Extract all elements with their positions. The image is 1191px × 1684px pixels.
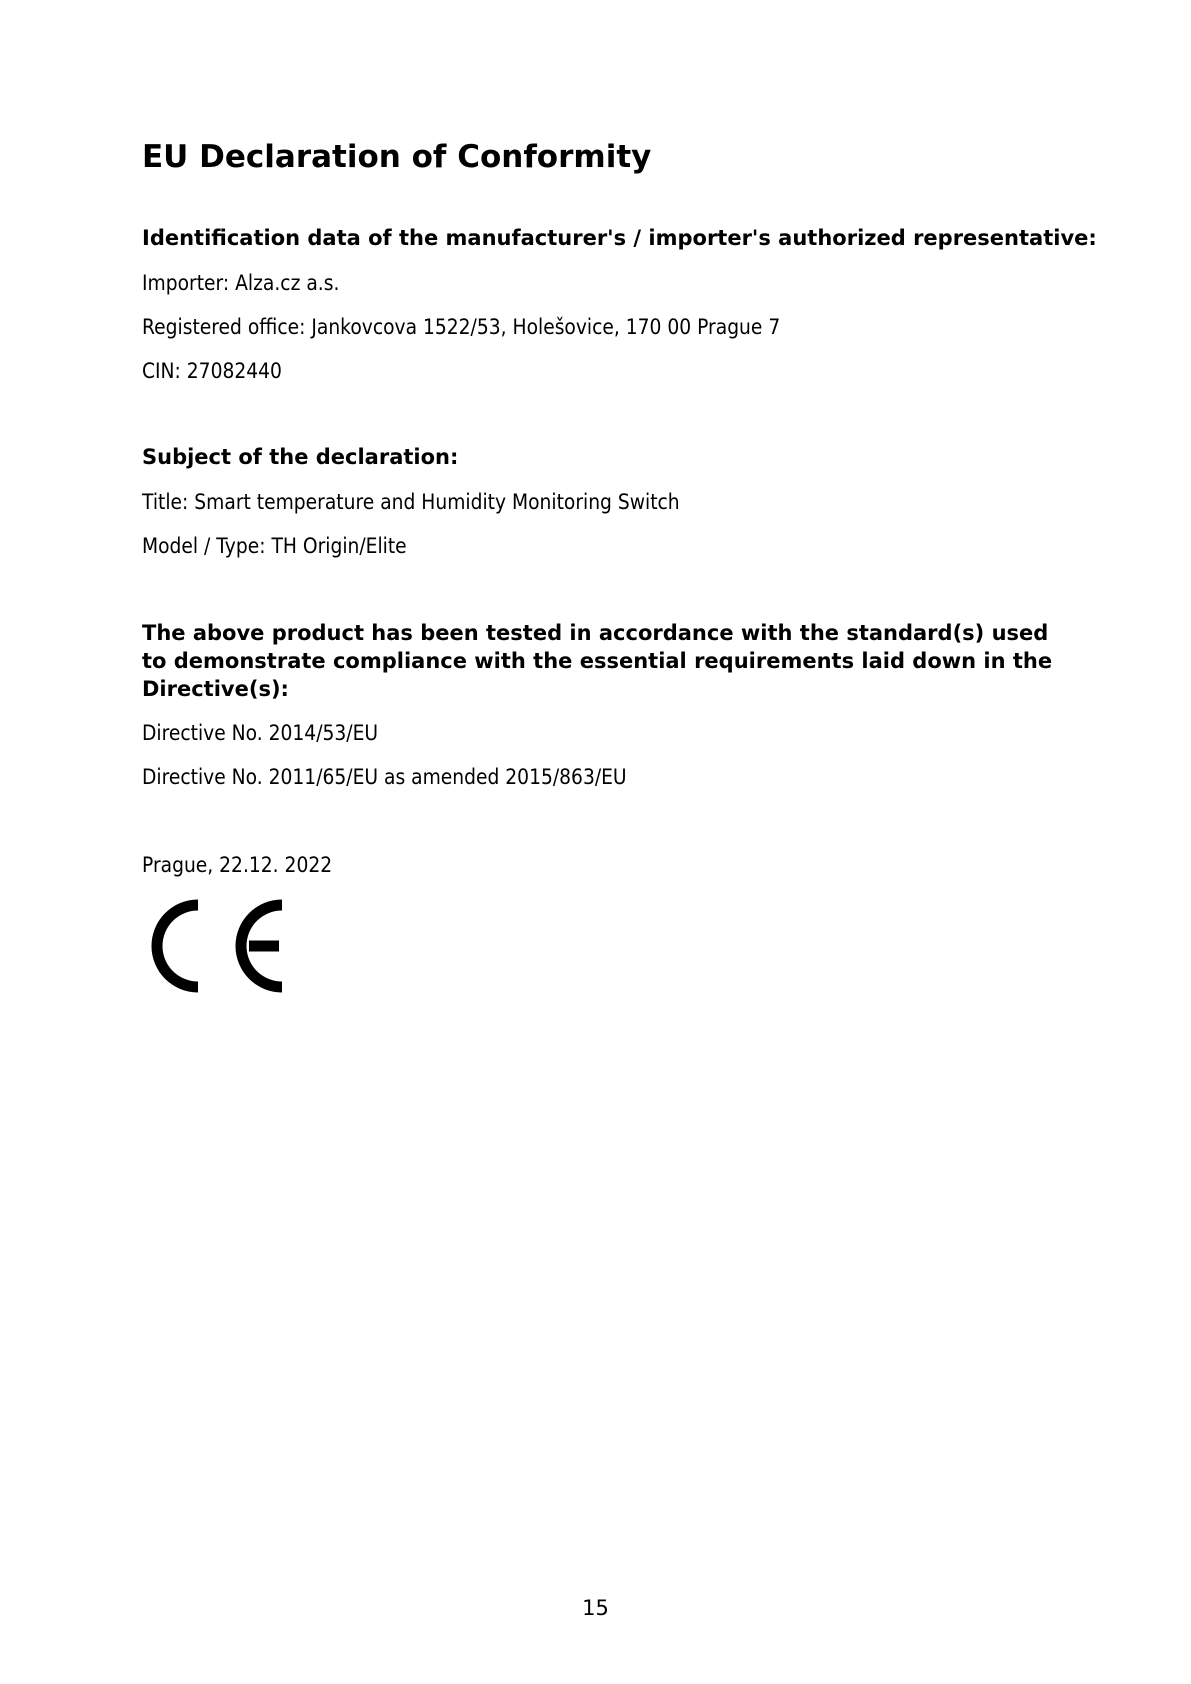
cin-line: CIN: 27082440 (142, 359, 282, 383)
directive-line: Directive No. 2014/53/EU (142, 721, 379, 745)
registered-office-line: Registered office: Jankovcova 1522/53, Holešovice, 170 00 Prague 7 (142, 315, 781, 339)
identification-heading: Identification data of the manufacturer's / importer's authorized representative: (142, 226, 1097, 250)
ce-mark-icon (142, 896, 282, 996)
place-date-line: Prague, 22.12. 2022 (142, 853, 333, 877)
directive-line: Directive No. 2011/65/EU as amended 2015/863/EU (142, 765, 627, 789)
page-number: 15 (582, 1596, 609, 1620)
subject-heading: Subject of the declaration: (142, 445, 459, 469)
page-title: EU Declaration of Conformity (142, 139, 652, 175)
model-type-line: Model / Type: TH Origin/Elite (142, 534, 407, 558)
importer-line: Importer: Alza.cz a.s. (142, 271, 340, 295)
compliance-heading: The above product has been tested in accordance with the standard(s) used to demonstrate compliance with the essential requirements laid down in the Directive(s): (142, 621, 1053, 701)
product-title-line: Title: Smart temperature and Humidity Monitoring Switch (142, 490, 680, 514)
